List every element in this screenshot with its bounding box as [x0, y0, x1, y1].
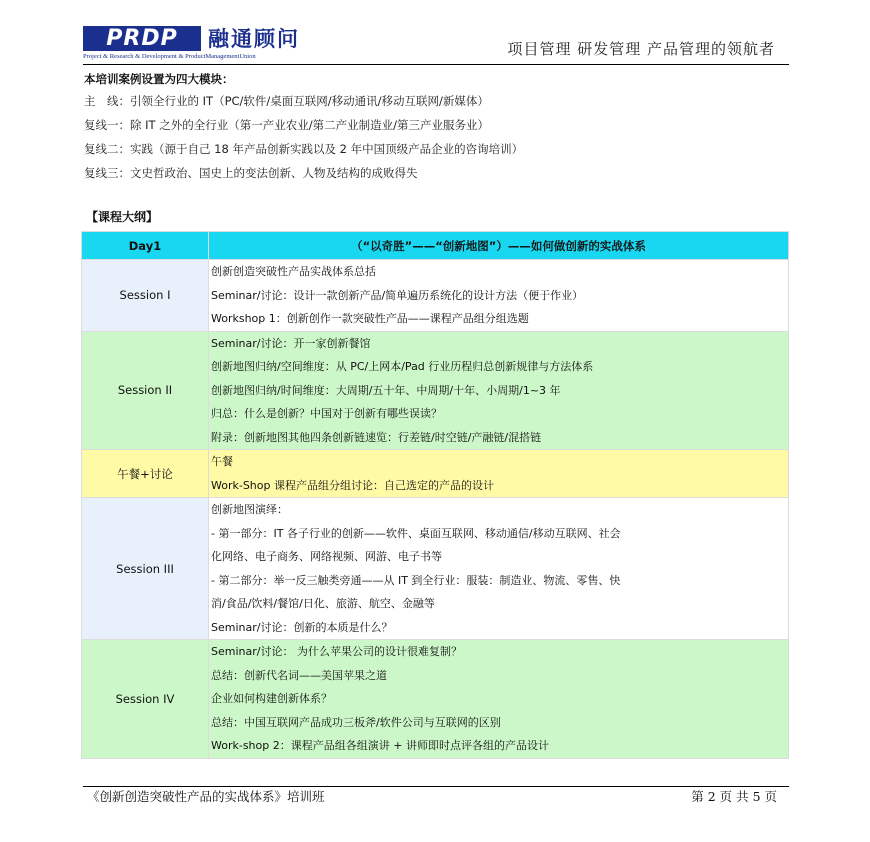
intro-line-main: 主 线：引领全行业的 IT（PC/软件/桌面互联网/移动通讯/移动互联网/新媒体）	[84, 94, 489, 108]
content-line: - 第一部分：IT 各子行业的创新——软件、桌面互联网、移动通信/移动互联网、社会	[211, 526, 621, 540]
content-line: Workshop 1：创新创作一款突破性产品——课程产品组分组选题	[211, 312, 529, 325]
intro-section	[84, 69, 784, 185]
content-line: Work-Shop 课程产品组分组讨论：自己选定的产品的设计	[211, 478, 494, 492]
content-line: 归总：什么是创新？中国对于创新有哪些误读？	[211, 407, 442, 420]
content-line: 消/食品/饮料/餐馆/日化、旅游、航空、金融等	[211, 597, 435, 610]
content-line: 创新创造突破性产品实战体系总括	[211, 265, 376, 278]
session-content	[209, 450, 789, 498]
content-line: Seminar/讨论：设计一款创新产品/简单遍历系统化的设计方法（便于作业）	[211, 288, 584, 302]
page-footer	[83, 786, 789, 804]
table-row	[82, 260, 789, 332]
content-line: - 第二部分：举一反三触类旁通——从 IT 到全行业：服装：制造业、物流、零售、快	[211, 573, 621, 587]
session-label: Session I	[82, 260, 209, 332]
table-row	[82, 498, 789, 640]
footer-page-number: 第 2 页 共 5 页	[691, 789, 777, 804]
intro-line-2: 复线二：实践（源于自己 18 年产品创新实践以及 2 年中国顶级产品企业的咨询培训）	[84, 142, 524, 156]
session-label: Session III	[82, 498, 209, 640]
footer-course-title: 《创新创造突破性产品的实战体系》培训班	[87, 789, 325, 804]
page-header	[83, 26, 789, 65]
session-content	[209, 640, 789, 759]
intro-line-1: 复线一：除 IT 之外的全行业（第一产业农业/第二产业制造业/第三产业服务业）	[84, 118, 489, 132]
day-label: Day1	[82, 232, 209, 260]
session-label: Session IV	[82, 640, 209, 759]
content-line: Seminar/讨论：开一家创新餐馆	[211, 336, 371, 350]
session-label: Session II	[82, 331, 209, 450]
session-content	[209, 260, 789, 332]
logo-chinese-name: 融通顾问	[208, 26, 300, 51]
content-line: Seminar/讨论：创新的本质是什么？	[211, 620, 393, 634]
course-outline-table	[81, 231, 789, 759]
content-line: 总结：中国互联网产品成功三板斧/软件公司与互联网的区别	[211, 715, 501, 729]
prdp-logo: PRDP	[83, 26, 201, 51]
content-line: 创新地图演绎：	[211, 503, 288, 516]
session-content	[209, 498, 789, 640]
content-line: Seminar/讨论： 为什么苹果公司的设计很难复制？	[211, 645, 462, 658]
intro-line-3: 复线三：文史哲政治、国史上的变法创新、人物及结构的成败得失	[84, 166, 418, 180]
content-line: 总结：创新代名词——美国苹果之道	[211, 668, 387, 682]
header-slogan: 项目管理 研发管理 产品管理的领航者	[507, 40, 775, 58]
table-row	[82, 450, 789, 498]
content-line: 创新地图归纳/空间维度：从 PC/上网本/Pad 行业历程归总创新规律与方法体系	[211, 360, 594, 373]
content-line: 午餐	[211, 455, 233, 468]
content-line: 企业如何构建创新体系？	[211, 692, 332, 705]
content-line: 化网络、电子商务、网络视频、网游、电子书等	[211, 550, 442, 563]
content-line: 附录：创新地图其他四条创新链速览：行差链/时空链/产融链/混搭链	[211, 430, 542, 444]
outline-title: 【课程大纲】	[86, 210, 159, 224]
intro-title: 本培训案例设置为四大模块：	[84, 72, 234, 86]
session-content	[209, 331, 789, 450]
table-row	[82, 331, 789, 450]
content-line: 创新地图归纳/时间维度：大周期/五十年、中周期/十年、小周期/1~3 年	[211, 383, 561, 397]
table-header-row	[82, 232, 789, 260]
table-row	[82, 640, 789, 759]
content-line: Work-shop 2：课程产品组各组演讲 + 讲师即时点评各组的产品设计	[211, 739, 549, 752]
day-theme: （“以奇胜”——“创新地图”）——如何做创新的实战体系	[209, 232, 789, 260]
logo-subtitle: Project & Research & Development & ProductManagementUnion	[83, 53, 256, 60]
session-label: 午餐+讨论	[82, 450, 209, 498]
